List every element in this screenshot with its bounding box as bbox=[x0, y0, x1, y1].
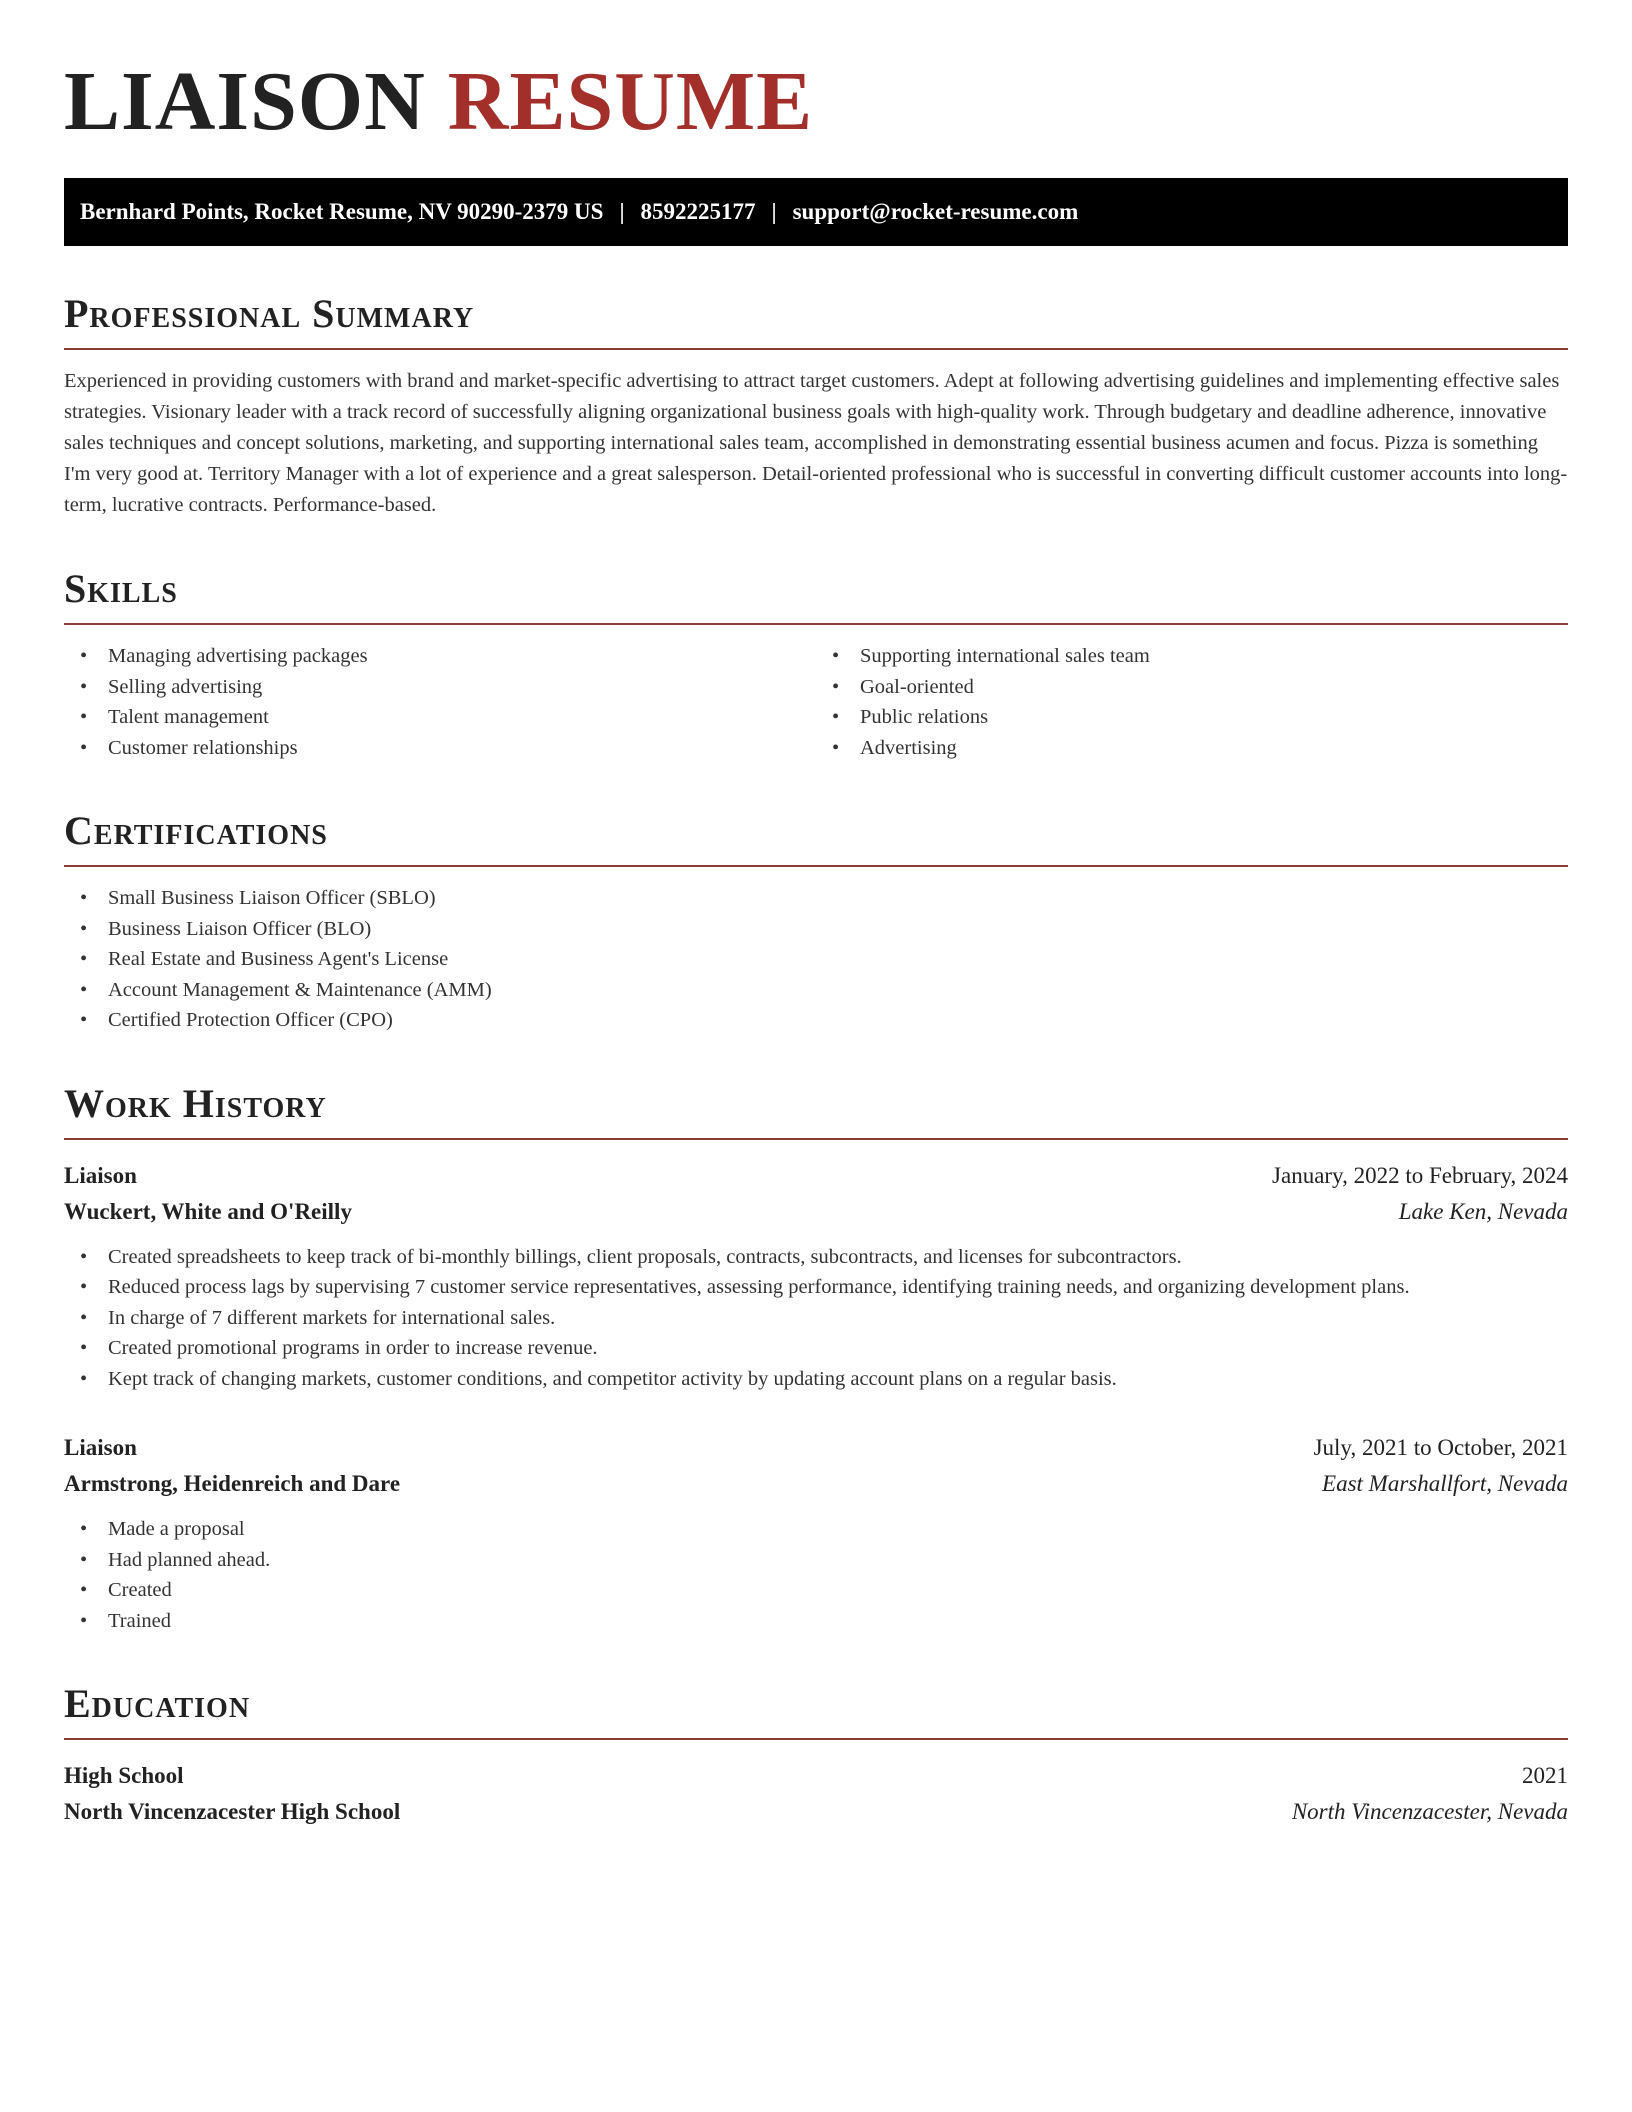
job-bullet: • Had planned ahead. bbox=[64, 1545, 1568, 1576]
summary-section bbox=[64, 290, 1568, 521]
education-school-row bbox=[64, 1794, 1568, 1830]
education-school: North Vincenzacester High School bbox=[64, 1799, 401, 1824]
skill-item: • Goal-oriented bbox=[816, 672, 1568, 703]
job-entry bbox=[64, 1158, 1568, 1395]
job-bullets bbox=[64, 1514, 1568, 1636]
education-entry bbox=[64, 1758, 1568, 1830]
job-bullet: • Kept track of changing markets, customer conditions, and competitor activity by updating account plans on a regular basis. bbox=[64, 1364, 1568, 1395]
skill-item: • Customer relationships bbox=[64, 733, 816, 764]
skill-item: • Talent management bbox=[64, 702, 816, 733]
contact-separator: | bbox=[619, 199, 625, 224]
contact-bar bbox=[64, 178, 1568, 246]
job-company-row bbox=[64, 1194, 1568, 1230]
education-degree-row bbox=[64, 1758, 1568, 1794]
certification-item: • Business Liaison Officer (BLO) bbox=[64, 914, 1568, 945]
summary-heading: Professional Summary bbox=[64, 290, 1568, 350]
certification-item: • Certified Protection Officer (CPO) bbox=[64, 1005, 1568, 1036]
education-heading: Education bbox=[64, 1680, 1568, 1740]
education-section bbox=[64, 1680, 1568, 1830]
work-history-section bbox=[64, 1080, 1568, 1637]
resume-title bbox=[64, 56, 1568, 148]
education-degree: High School bbox=[64, 1763, 184, 1788]
job-dates: January, 2022 to February, 2024 bbox=[1272, 1162, 1568, 1188]
certifications-list bbox=[64, 883, 1568, 1036]
skill-item: • Managing advertising packages bbox=[64, 641, 816, 672]
skill-item: • Selling advertising bbox=[64, 672, 816, 703]
skills-section bbox=[64, 565, 1568, 763]
skill-item: • Advertising bbox=[816, 733, 1568, 764]
resume-title-part1: LIAISON bbox=[64, 55, 426, 148]
job-dates: July, 2021 to October, 2021 bbox=[1313, 1435, 1568, 1460]
job-title-row bbox=[64, 1430, 1568, 1466]
job-bullet: • Created promotional programs in order to increase revenue. bbox=[64, 1333, 1568, 1364]
job-location: Lake Ken, Nevada bbox=[1398, 1198, 1568, 1224]
work-history-heading: Work History bbox=[64, 1080, 1568, 1140]
contact-address: Bernhard Points, Rocket Resume, NV 90290-2379 US bbox=[80, 199, 604, 224]
certification-item: • Small Business Liaison Officer (SBLO) bbox=[64, 883, 1568, 914]
job-title: Liaison bbox=[64, 1435, 137, 1460]
job-bullet: • Made a proposal bbox=[64, 1514, 1568, 1545]
skills-list-right bbox=[816, 641, 1568, 763]
contact-separator: | bbox=[771, 199, 777, 224]
certification-item: • Account Management & Maintenance (AMM) bbox=[64, 975, 1568, 1006]
job-location: East Marshallfort, Nevada bbox=[1322, 1471, 1568, 1496]
job-company-row bbox=[64, 1466, 1568, 1502]
skills-heading: Skills bbox=[64, 565, 1568, 625]
certifications-section bbox=[64, 807, 1568, 1036]
job-bullet: • Created bbox=[64, 1575, 1568, 1606]
certifications-heading: Certifications bbox=[64, 807, 1568, 867]
job-company: Wuckert, White and O'Reilly bbox=[64, 1198, 352, 1224]
job-entry bbox=[64, 1430, 1568, 1636]
skill-item: • Supporting international sales team bbox=[816, 641, 1568, 672]
contact-phone[interactable]: 8592225177 bbox=[640, 199, 756, 224]
skills-grid bbox=[64, 625, 1568, 763]
skill-item: • Public relations bbox=[816, 702, 1568, 733]
job-bullets bbox=[64, 1242, 1568, 1395]
contact-email[interactable]: support@rocket-resume.com bbox=[792, 199, 1079, 224]
job-company: Armstrong, Heidenreich and Dare bbox=[64, 1471, 401, 1496]
job-title: Liaison bbox=[64, 1162, 137, 1188]
education-location: North Vincenzacester, Nevada bbox=[1291, 1799, 1568, 1824]
education-year: 2021 bbox=[1522, 1763, 1568, 1788]
job-bullet: • In charge of 7 different markets for international sales. bbox=[64, 1303, 1568, 1334]
skills-list-left bbox=[64, 641, 816, 763]
summary-text: Experienced in providing customers with brand and market-specific advertising to attract target customers. Adept at following advertising guidelines and implementing effective sales strategies. Visionary leader with a track record of successfully aligning organizational business goals with high-quality work. Through budgetary and deadline adherence, innovative sales techniques and concept solutions, marketing, and supporting international sales team, accomplished in demonstrating essential business acumen and focus. Pizza is something I'm very good at. Territory Manager with a lot of experience and a great salesperson. Detail-oriented professional who is successful in converting difficult customer accounts into long-term, lucrative contracts. Performance-based. bbox=[64, 370, 1568, 516]
job-bullet: • Trained bbox=[64, 1606, 1568, 1637]
job-bullet: • Created spreadsheets to keep track of bi-monthly billings, client proposals, contracts, subcontracts, and licenses for subcontractors. bbox=[64, 1242, 1568, 1273]
resume-title-part2: RESUME bbox=[447, 55, 814, 148]
certification-item: • Real Estate and Business Agent's License bbox=[64, 944, 1568, 975]
job-bullet: • Reduced process lags by supervising 7 customer service representatives, assessing performance, identifying training needs, and organizing development plans. bbox=[64, 1272, 1568, 1303]
job-title-row bbox=[64, 1158, 1568, 1194]
